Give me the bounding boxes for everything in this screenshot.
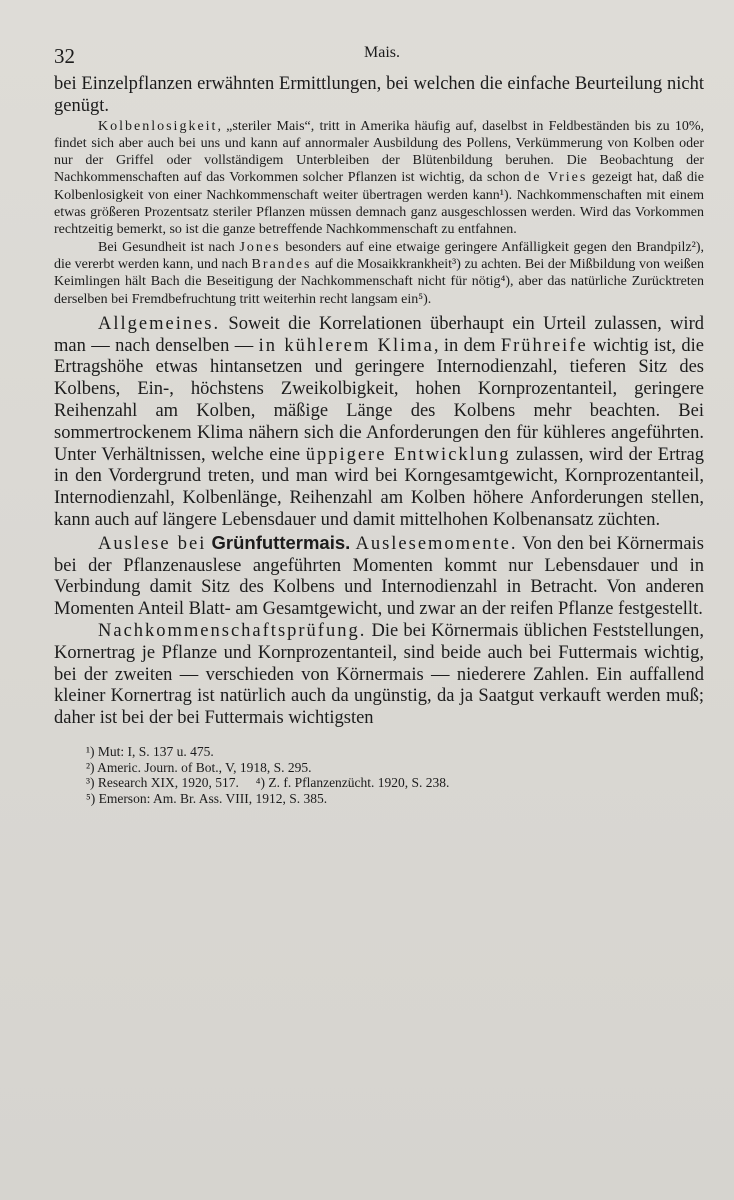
text-segment: Die bei Körnermais üblichen Feststellungen, Kornertrag je Pflanze und Kornprozentanteil, sind beide auch bei Futtermais wichtig, bei der zweiten — verschieden von Körnermais — niederere Zahlen. Ein auffallend kleiner Kornertrag ist natürlich auch da ungünstig, da ja Saatgut verkauft werden muß; daher ist bei der bei Futtermais wichtigsten bbox=[54, 621, 704, 729]
text-segment: , in dem bbox=[433, 335, 501, 356]
text-segment: wichtig ist, die Ertragshöhe etwas hintansetzen und geringere Internodienzahl, tieferen Sitz des Kolbens, Ein-, höchstens Zweikolbigkeit, hohen Kornprozentanteil, geringere Reihenzahl am Kolben, mäßige Länge des Kolbens mehr beachten. Bei sommertrockenem Klima nähern sich die Anforderungen den für kühleres angeführten. Unter Verhältnissen, welche eine bbox=[54, 335, 704, 465]
text-segment: auf die Mosaikkrankheit³) zu achten. Bei der Mißbildung von weißen Keimlingen hält Bach die Beseitigung der Nachkommenschaft nicht für nötig⁴), aber das natürliche Zurücktreten derselben bei Fremdbefruchtung tritt weiterhin recht langsam ein⁵). bbox=[54, 256, 704, 307]
paragraph-kolbenlosigkeit bbox=[54, 118, 704, 239]
text-segment: besonders auf eine etwaige geringere Anfälligkeit gegen den Brandpilz²), die vererbt werden kann, und nach bbox=[54, 239, 704, 272]
page-header bbox=[54, 44, 704, 74]
text-segment: , „steriler Mais“, tritt in Amerika häufig auf, daselbst in Feldbeständen bis zu 10%, findet sich aber auch bei uns und kann auf annormaler Ausbildung des Pollens, Verkümmerung von Kolben oder nur der Griffel oder vollständigem Unterbleiben der Blütenbildung beruhen. Die Beobachtung der Nachkommenschaften auf das Vorkommen solcher Pflanzen ist wichtig, da schon bbox=[54, 118, 704, 186]
term-kuehlerem-klima: in kühlerem Klima bbox=[258, 335, 434, 356]
text-segment: Bei Gesundheit ist nach bbox=[98, 239, 240, 255]
term-fruehreife: Frühreife bbox=[500, 335, 588, 356]
footnote-2: ²) Americ. Journ. of Bot., V, 1918, S. 295. bbox=[86, 759, 312, 775]
section-nachkommenschaftspruefung: Nachkommenschaftsprüfung. bbox=[98, 621, 367, 642]
section-auslesemomente: Auslesemomente. bbox=[355, 533, 518, 554]
section-allgemeines: Allgemeines. bbox=[98, 313, 221, 334]
section-auslese-bei: Auslese bei bbox=[98, 533, 207, 554]
term-kolbenlosigkeit: Kolbenlosigkeit bbox=[98, 118, 218, 134]
paragraph-nachkommenschaftspruefung bbox=[54, 621, 704, 730]
text-segment: zulassen, wird der Ertrag in den Vordergrund treten, und man wird bei Korngesamtgewicht, Kornprozentanteil, Internodienzahl, Kolbenlänge, Reihenzahl am Kolben höhere Anforderungen stellen, kann auch auf längere Lebensdauer und damit mittelhohen Kolbenansatz züchten. bbox=[54, 444, 705, 531]
footnote-5: ⁵) Emerson: Am. Br. Ass. VIII, 1912, S. 385. bbox=[86, 790, 328, 806]
term-gruenfuttermais: Grünfuttermais. bbox=[211, 531, 351, 553]
author-brandes: Brandes bbox=[251, 256, 312, 272]
footnote-1: ¹) Mut: I, S. 137 u. 475. bbox=[86, 744, 214, 759]
term-ueppigere-entwicklung: üppigere Entwicklung bbox=[305, 444, 511, 465]
text-segment: gezeigt hat, daß die Kolbenlosigkeit von einer Nachkommenschaft weiter übertragen werden kann¹). Nachkommenschaften mit einem etwas größeren Prozentsatz steriler Pflanzen müssen demnach ganz ausgeschlossen werden. Wird das Vorkommen rechtzeitig bemerkt, so ist die ganze betreffende Nachkommenschaft zu entfahnen. bbox=[54, 170, 704, 238]
text-segment: Von den bei Körnermais bei der Pflanzenauslese angeführten Momenten kommt nur Lebensdauer und in Verbindung damit Sitz des Kolbens und Internodienzahl in Betracht. Von anderen Momenten Anteil Blatt- am Gesamtgewicht, und zwar an der reifen Pflanze festgestellt. bbox=[54, 533, 704, 620]
running-title: Mais. bbox=[364, 44, 400, 61]
paragraph-gesundheit bbox=[54, 239, 704, 308]
footnote-3-4: ³) Research XIX, 1920, 517. ⁴) Z. f. Pflanzenzücht. 1920, S. 238. bbox=[86, 775, 450, 790]
text-segment: Soweit die Korrelationen überhaupt ein Urteil zulassen, wird man — nach denselben — bbox=[54, 313, 704, 356]
page-number: 32 bbox=[54, 44, 75, 68]
paragraph-allgemeines bbox=[54, 314, 704, 532]
paragraph-continuation: bei Einzelpflanzen erwähnten Ermittlungen, bei welchen die einfache Beurteilung nicht genügt. bbox=[54, 74, 704, 116]
paragraph-gruenfuttermais bbox=[54, 532, 704, 621]
author-de-vries: de Vries bbox=[524, 170, 588, 186]
author-jones: Jones bbox=[239, 239, 281, 255]
footnotes bbox=[86, 744, 704, 806]
